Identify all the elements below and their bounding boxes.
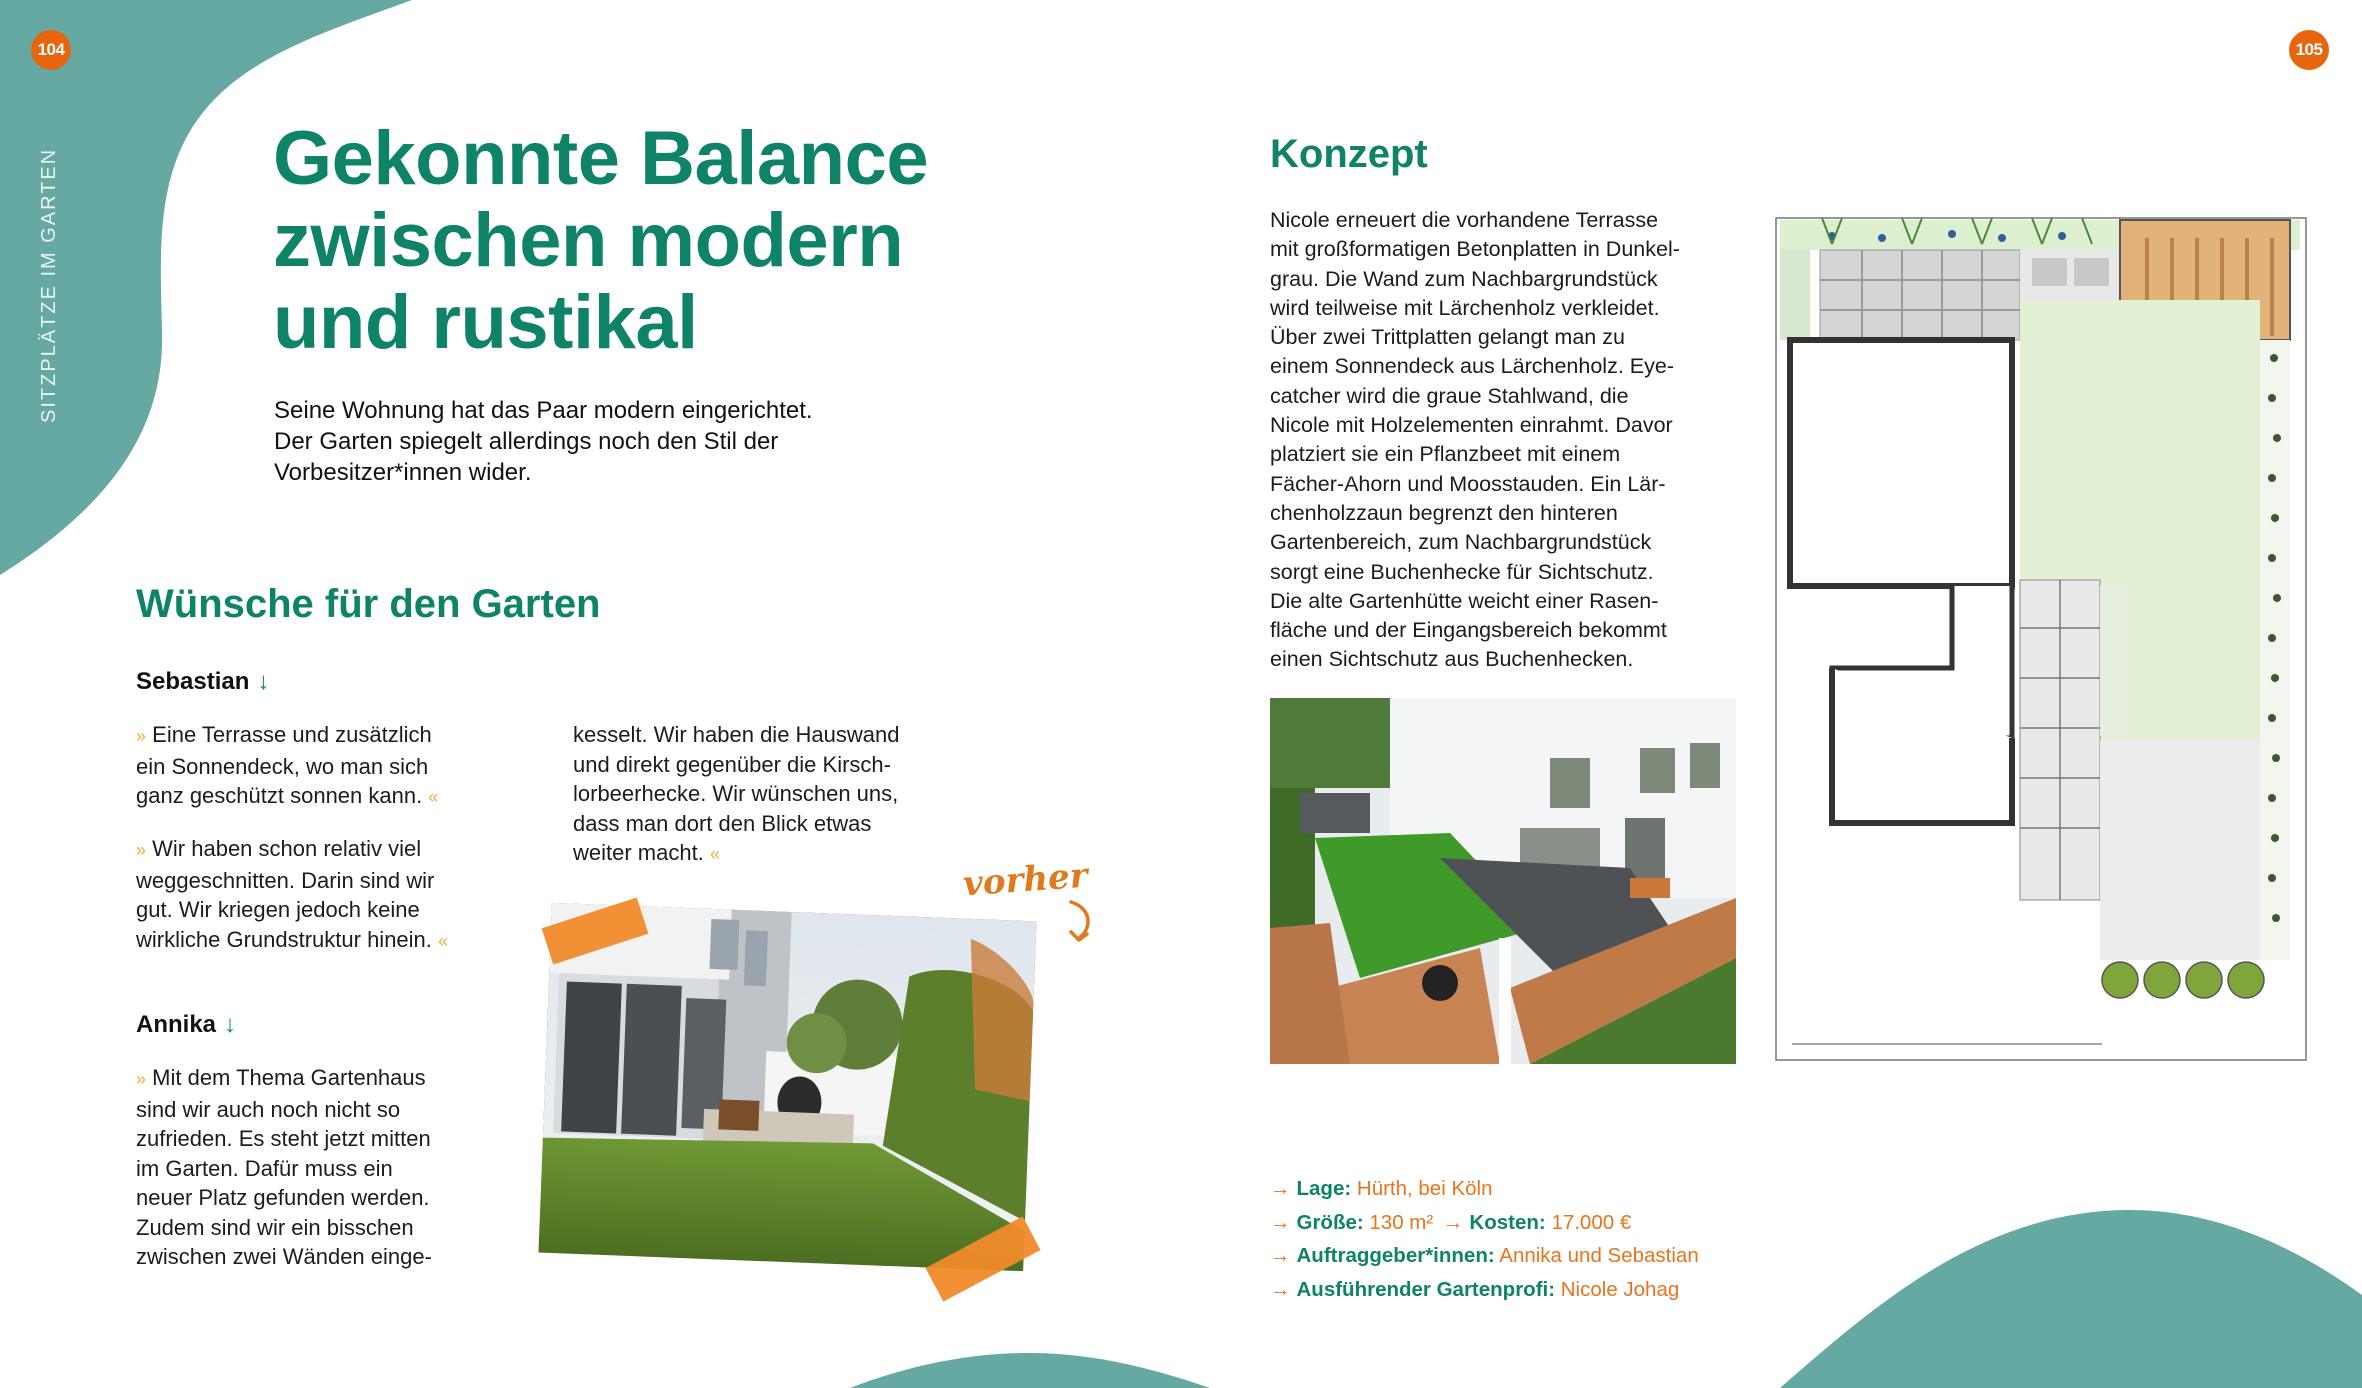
arrow-right-icon: → xyxy=(1442,1210,1464,1234)
arrow-right-icon: → xyxy=(1270,1210,1291,1234)
quote-annika-continued xyxy=(573,720,973,870)
close-quote-icon: « xyxy=(709,844,720,864)
concept-line: Nicole erneuert die vorhandene Terrasse xyxy=(1270,208,1659,232)
arrow-right-icon: → xyxy=(1270,1277,1291,1301)
plan-illustration xyxy=(1772,208,2317,1066)
fact-label: Lage: xyxy=(1296,1177,1352,1200)
curved-arrow-icon xyxy=(1065,898,1097,946)
quote-line: zwischen zwei Wänden einge- xyxy=(136,1244,432,1269)
fact-label: Kosten: xyxy=(1469,1210,1546,1234)
fact-size-cost xyxy=(1270,1206,1699,1240)
concept-line: einen Sichtschutz aus Buchenhecken. xyxy=(1270,647,1634,672)
arrow-down-icon: ↓ xyxy=(224,1011,237,1038)
quote-line: Mit dem Thema Gartenhaus xyxy=(152,1065,426,1090)
quote-line: kesselt. Wir haben die Hauswand xyxy=(573,722,900,747)
quote-line: Zudem sind wir ein bisschen xyxy=(136,1214,414,1240)
quote-line: sind wir auch noch nicht so xyxy=(136,1096,401,1122)
render-illustration xyxy=(1270,698,1736,1064)
wishes-heading: Wünsche für den Garten xyxy=(136,582,601,626)
concept-line: einem Sonnendeck aus Lärchenholz. Eye- xyxy=(1270,354,1674,379)
concept-line: Fächer-Ahorn und Moosstauden. Ein Lär- xyxy=(1270,471,1666,496)
concept-line: platziert sie ein Pflanzbeet mit einem xyxy=(1270,442,1621,467)
fact-label: Größe: xyxy=(1296,1210,1364,1234)
lead-line: Seine Wohnung hat das Paar modern eingerichtet. xyxy=(274,397,813,424)
quote-line: ganz geschützt sonnen kann. xyxy=(136,783,423,808)
close-quote-icon: « xyxy=(438,930,449,951)
concept-line: fläche und der Eingangsbereich bekommt xyxy=(1270,618,1667,643)
fact-label: Auftraggeber*innen: xyxy=(1296,1244,1495,1267)
concept-text xyxy=(1270,206,1750,675)
quote-line: im Garten. Dafür muss ein xyxy=(136,1155,393,1181)
quote-line: weggeschnitten. Darin sind wir xyxy=(136,867,435,893)
before-photo-illustration xyxy=(538,903,1036,1271)
close-quote-icon: « xyxy=(428,787,439,807)
before-photo xyxy=(538,903,1036,1271)
person-sebastian xyxy=(136,668,269,696)
lead-paragraph xyxy=(274,395,914,488)
quote-sebastian-2 xyxy=(136,834,536,956)
concept-line: Über zwei Trittplatten gelangt man zu xyxy=(1270,325,1625,350)
quote-annika-1 xyxy=(136,1063,536,1272)
page-number-left: 104 xyxy=(31,30,71,70)
open-quote-icon: » xyxy=(136,726,147,746)
concept-heading: Konzept xyxy=(1270,132,1428,176)
concept-line: Gartenbereich, zum Nachbargrundstück xyxy=(1270,530,1652,555)
concept-line: wird teilweise mit Lärchenholz verkleidet. xyxy=(1270,295,1660,320)
before-caption: vorher xyxy=(961,855,1089,905)
project-facts xyxy=(1270,1172,1699,1306)
teal-blob-bottom-right xyxy=(1780,1200,2362,1388)
quote-line: ein Sonnendeck, wo man sich xyxy=(136,753,429,779)
section-label: SITZPLÄTZE IM GARTEN xyxy=(38,147,60,423)
fact-location xyxy=(1270,1172,1699,1206)
open-quote-icon: » xyxy=(136,840,147,860)
fact-value: Annika und Sebastian xyxy=(1499,1244,1699,1267)
quote-line: weiter macht. xyxy=(573,840,704,865)
article-title xyxy=(273,118,993,364)
fact-clients xyxy=(1270,1239,1699,1273)
title-line: zwischen modern xyxy=(273,198,904,283)
concept-line: Nicole mit Holzelementen einrahmt. Davor xyxy=(1270,413,1673,438)
quote-sebastian-1 xyxy=(136,720,516,813)
concept-line: Die alte Gartenhütte weicht einer Rasen- xyxy=(1270,588,1659,613)
quote-line: dass man dort den Blick etwas xyxy=(573,810,872,836)
arrow-right-icon: → xyxy=(1270,1244,1291,1267)
arrow-down-icon: ↓ xyxy=(257,668,270,695)
person-name: Sebastian xyxy=(136,668,250,695)
arrow-right-icon: → xyxy=(1270,1177,1291,1200)
concept-line: catcher wird die graue Stahlwand, die xyxy=(1270,383,1629,408)
quote-line: wirkliche Grundstruktur hinein. xyxy=(136,926,432,952)
fact-value: 17.000 € xyxy=(1551,1210,1632,1234)
page-number-right: 105 xyxy=(2289,30,2329,70)
concept-line: sorgt eine Buchenhecke für Sichtschutz. xyxy=(1270,559,1654,584)
concept-line: grau. Die Wand zum Nachbargrundstück xyxy=(1270,266,1658,291)
quote-line: lorbeerhecke. Wir wünschen uns, xyxy=(573,781,899,806)
quote-line: Wir haben schon relativ viel xyxy=(152,836,422,861)
fact-gardener xyxy=(1270,1273,1699,1307)
garden-render-image xyxy=(1270,698,1736,1064)
concept-line: chenholzzaun begrenzt den hinteren xyxy=(1270,500,1618,525)
garden-plan-drawing xyxy=(1772,208,2317,1066)
person-annika xyxy=(136,1011,236,1039)
lead-line: Vorbesitzer*innen wider. xyxy=(274,459,532,486)
fact-value: Nicole Johag xyxy=(1560,1277,1680,1301)
quote-line: Eine Terrasse und zusätzlich xyxy=(152,722,432,747)
person-name: Annika xyxy=(136,1011,217,1038)
fact-label: Ausführender Gartenprofi: xyxy=(1296,1277,1556,1301)
quote-line: und direkt gegenüber die Kirsch- xyxy=(573,751,891,777)
fact-value: Hürth, bei Köln xyxy=(1356,1177,1493,1200)
title-line: Gekonnte Balance xyxy=(273,116,929,201)
concept-line: mit großformatigen Betonplatten in Dunkel- xyxy=(1270,237,1680,262)
open-quote-icon: » xyxy=(136,1069,147,1089)
teal-blob-bottom-center xyxy=(850,1345,1210,1388)
quote-line: gut. Wir kriegen jedoch keine xyxy=(136,897,420,922)
title-line: und rustikal xyxy=(273,280,698,365)
quote-line: zufrieden. Es steht jetzt mitten xyxy=(136,1126,431,1151)
quote-line: neuer Platz gefunden werden. xyxy=(136,1185,430,1210)
fact-value: 130 m² xyxy=(1369,1210,1434,1234)
lead-line: Der Garten spiegelt allerdings noch den Stil der xyxy=(274,428,779,455)
